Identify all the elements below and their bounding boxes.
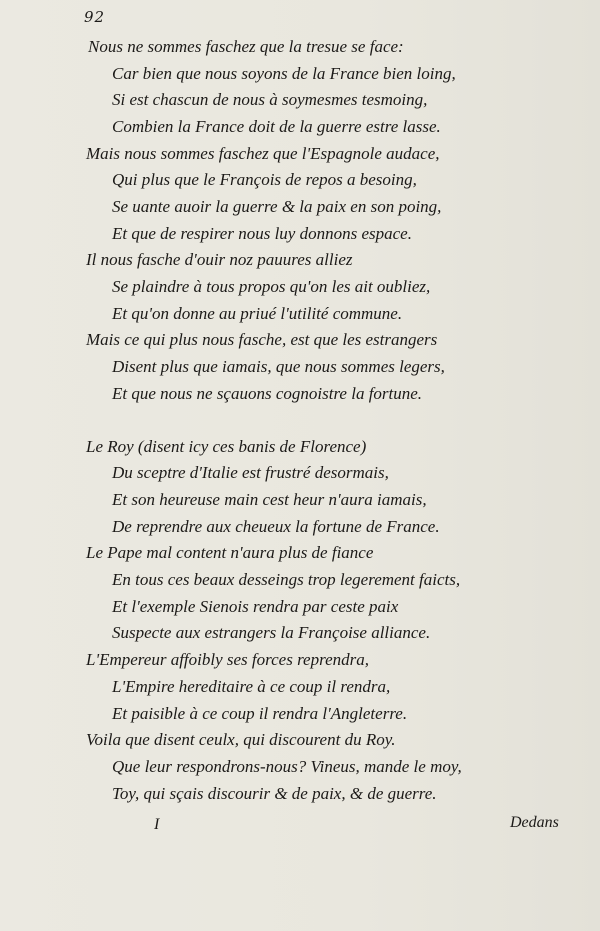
verse-line: L'Empire hereditaire à ce coup il rendra, — [112, 677, 391, 696]
verse-line: Et qu'on donne au priué l'utilité commune. — [112, 304, 403, 323]
verse-line: Et l'exemple Sienois rendra par ceste paix — [112, 597, 399, 616]
verse-line: Combien la France doit de la guerre estre lasse. — [112, 117, 441, 136]
verse-line: Et que nous ne sçauons cognoistre la fortune. — [112, 384, 423, 403]
verse-line: Du sceptre d'Italie est frustré desormais, — [112, 463, 389, 482]
verse-line: Se uante auoir la guerre & la paix en son poing, — [112, 197, 442, 216]
verse-line: Mais ce qui plus nous fasche, est que les estrangers — [86, 330, 438, 349]
verse-line: Mais nous sommes faschez que l'Espagnole audace, — [86, 144, 440, 163]
verse-line: Que leur respondrons-nous? Vineus, mande le moy, — [112, 757, 462, 776]
verse-line: Si est chascun de nous à soymesmes tesmoing, — [112, 90, 428, 109]
verse-line: Suspecte aux estrangers la Françoise alliance. — [112, 623, 431, 642]
verse-line: Car bien que nous soyons de la France bien loing, — [112, 64, 456, 83]
signature-mark: I — [154, 816, 160, 833]
verse-line: Voila que disent ceulx, qui discourent du Roy. — [86, 730, 396, 749]
verse-line: Et son heureuse main cest heur n'aura iamais, — [112, 490, 427, 509]
verse-line: En tous ces beaux desseings trop legerement faicts, — [112, 570, 461, 589]
catchword: Dedans — [510, 814, 559, 831]
verse-line: Le Pape mal content n'aura plus de fiance — [86, 543, 374, 562]
verse-line: Nous ne sommes faschez que la tresue se face: — [88, 37, 404, 56]
verse-line: Se plaindre à tous propos qu'on les ait oubliez, — [112, 277, 431, 296]
verse-line: Et que de respirer nous luy donnons espace. — [112, 224, 412, 243]
verse-line: Et paisible à ce coup il rendra l'Angleterre. — [112, 704, 408, 723]
verse-line: Qui plus que le François de repos a besoing, — [112, 170, 417, 189]
verse-line: Disent plus que iamais, que nous sommes legers, — [112, 357, 445, 376]
verse-line: Le Roy (disent icy ces banis de Florence) — [86, 437, 367, 456]
verse-line: De reprendre aux cheueux la fortune de France. — [112, 517, 440, 536]
verse-line: Toy, qui sçais discourir & de paix, & de guerre. — [112, 784, 437, 803]
verse-line: L'Empereur affoibly ses forces reprendra, — [86, 650, 369, 669]
page-number: 92 — [84, 8, 106, 26]
verse-line: Il nous fasche d'ouir noz pauures alliez — [86, 250, 353, 269]
